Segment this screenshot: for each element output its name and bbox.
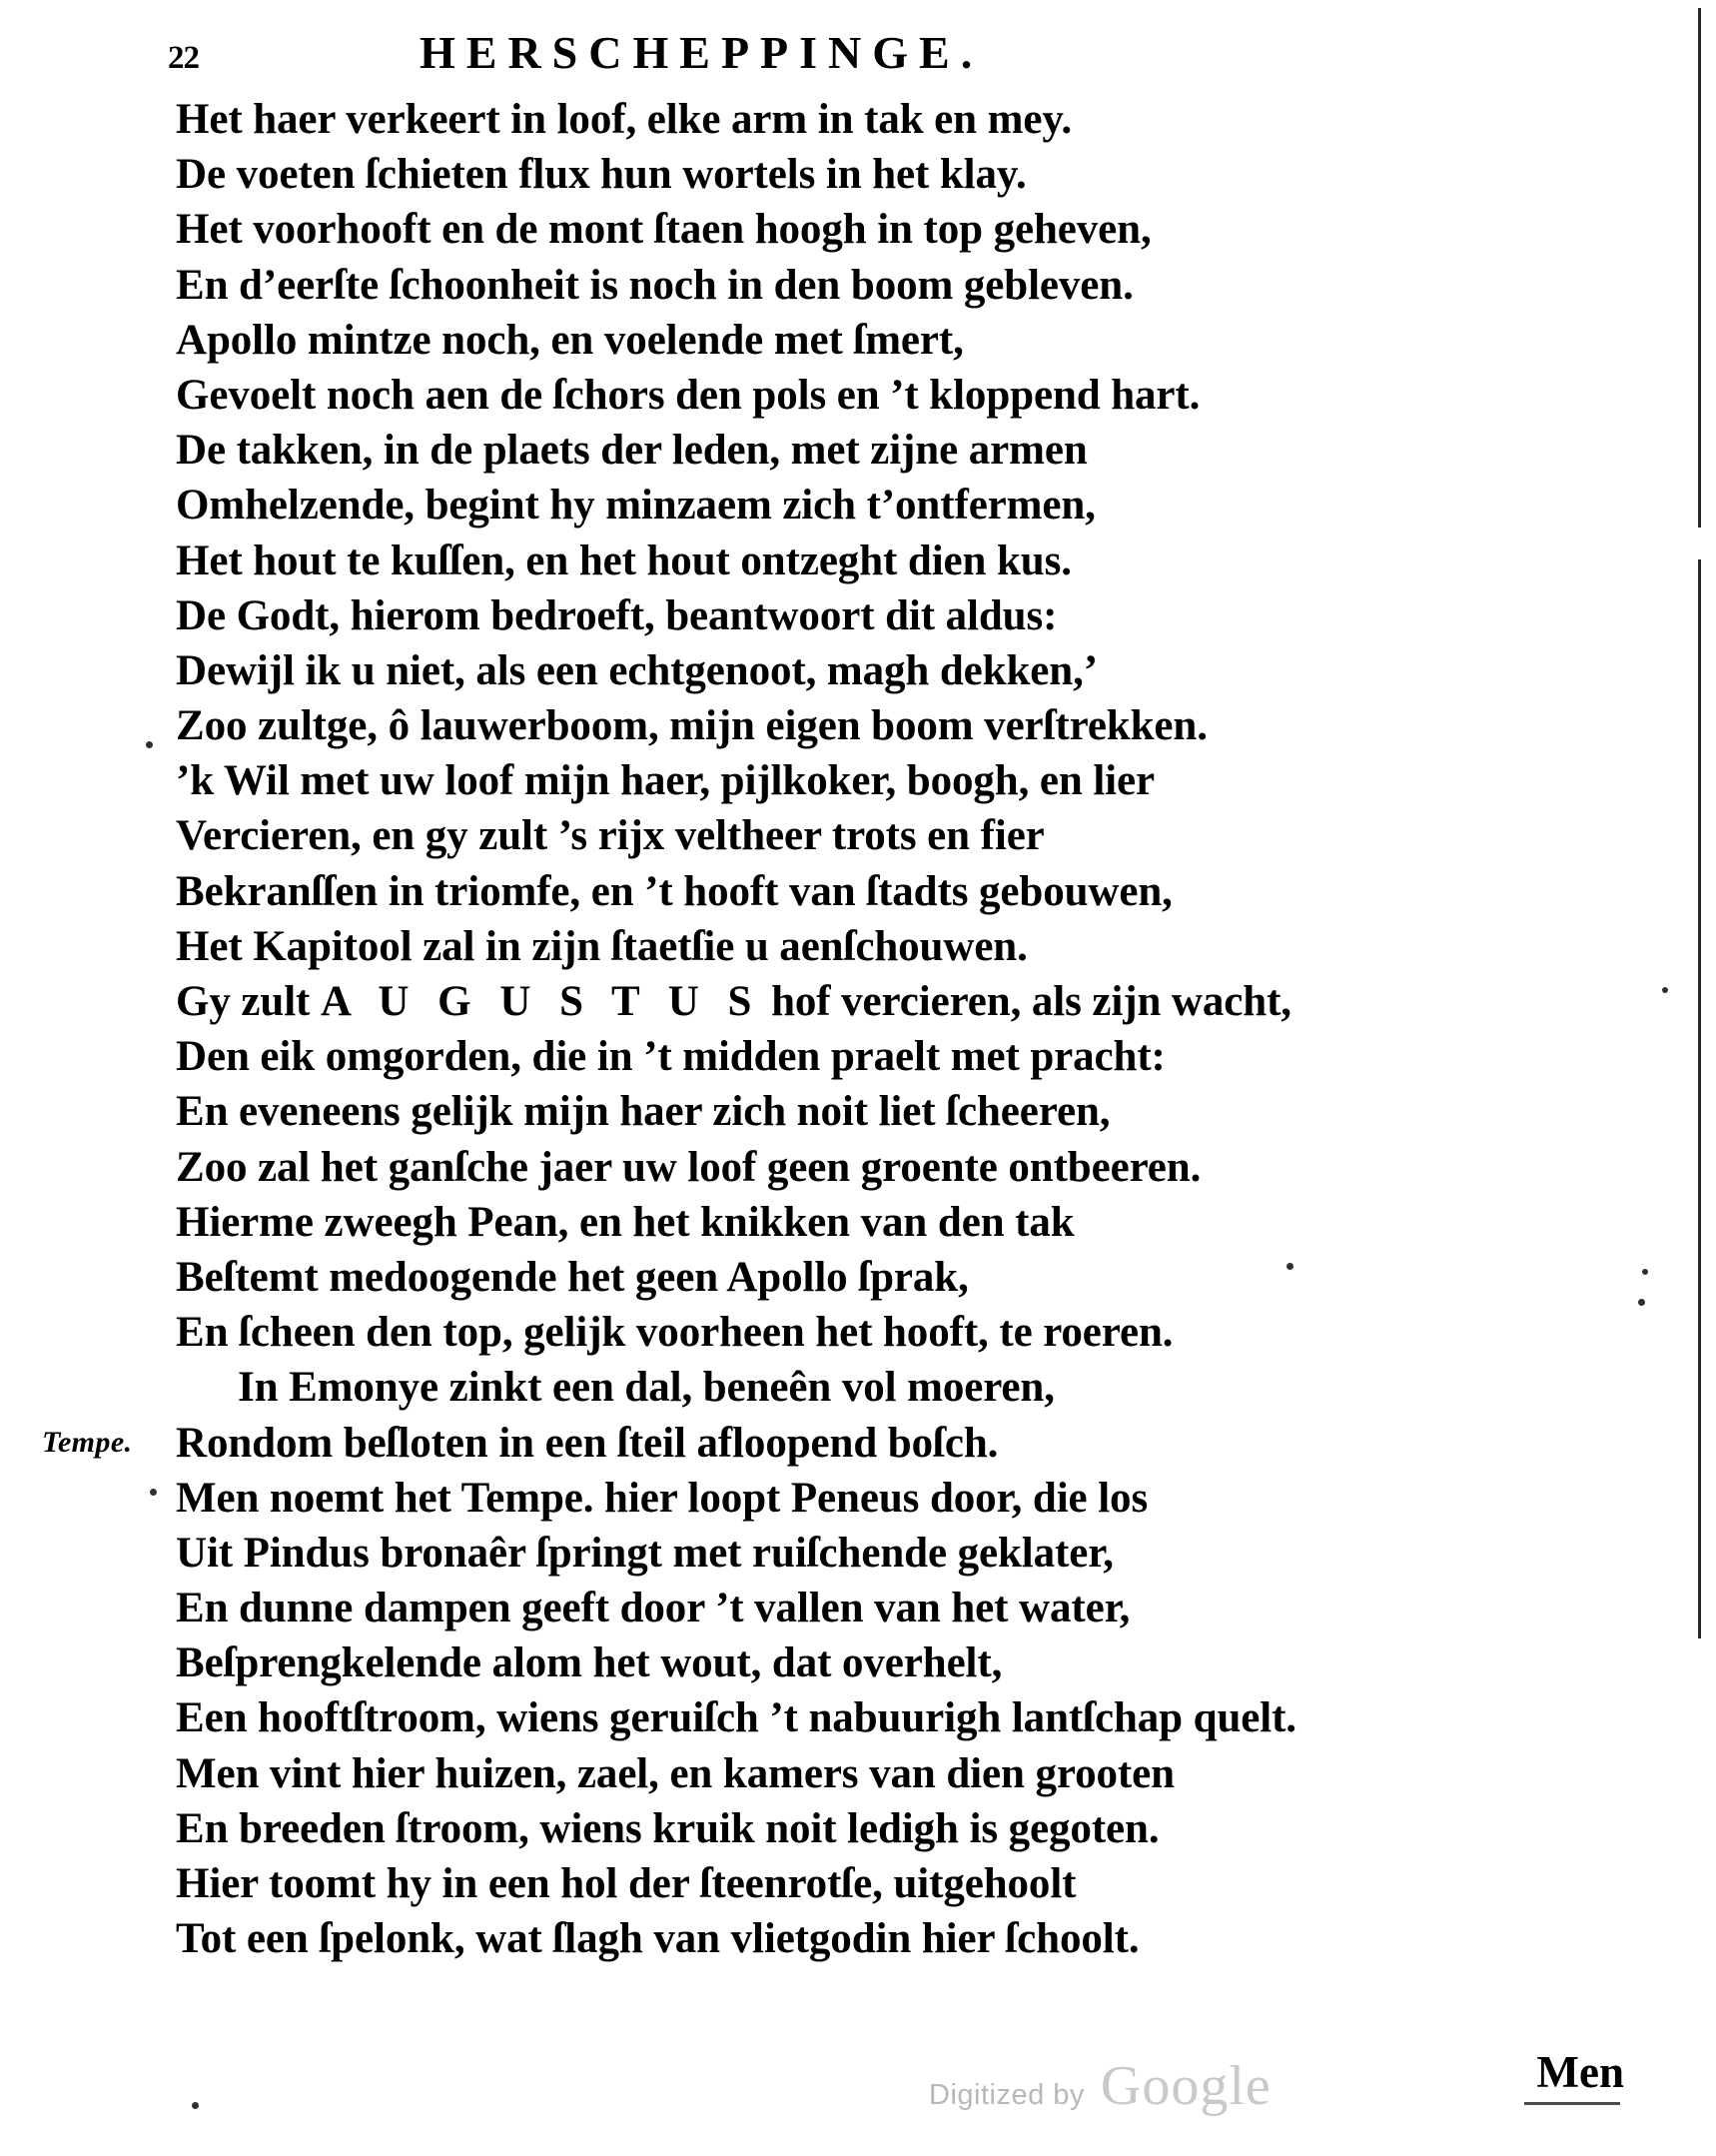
scan-speck <box>150 1489 157 1496</box>
verse-line: Het voorhooft en de mont ſtaen hoogh in top geheven, <box>176 206 1152 254</box>
verse-line: Gevoelt noch aen de ſchors den pols en ’t kloppend hart. <box>176 371 1201 419</box>
verse-line: In Emonye zinkt een dal, beneên vol moeren, <box>238 1364 1055 1412</box>
scan-speck <box>1662 987 1668 993</box>
verse-line: Hierme zweegh Pean, en het knikken van den tak <box>176 1198 1075 1246</box>
verse-line: Beſtemt medoogende het geen Apollo ſprak, <box>176 1253 969 1301</box>
watermark-brand: Google <box>1100 2055 1272 2117</box>
verse-line-tail: hof vercieren, als zijn wacht, <box>760 978 1291 1025</box>
verse-line: Het haer verkeert in loof, elke arm in tak en mey. <box>176 96 1073 143</box>
verse-line: Het Kapitool zal in zijn ſtaetſie u aenſchouwen. <box>176 922 1028 970</box>
verse-line: Uit Pindus bronaêr ſpringt met ruiſchende geklater, <box>176 1529 1114 1577</box>
verse-line: Bekranſſen in triomfe, en ’t hooft van ſtadts gebouwen, <box>176 867 1173 915</box>
scan-speck <box>1642 1269 1648 1275</box>
digitization-watermark <box>929 2054 1272 2118</box>
verse-line: Hier toomt hy in een hol der ſteenrotſe, uitgehoolt <box>176 1860 1077 1907</box>
verse-line: En d’eerſte ſchoonheit is noch in den boom gebleven. <box>176 261 1134 309</box>
verse-line: Tot een ſpelonk, wat ſlagh van vlietgodin hier ſchoolt. <box>176 1915 1140 1963</box>
catchword-rule <box>1524 2102 1620 2105</box>
verse-line: En breeden ſtroom, wiens kruik noit ledigh is gegoten. <box>176 1804 1160 1852</box>
page-edge-artifact-lower <box>1698 559 1701 1638</box>
verse-line: En eveneens gelijk mijn haer zich noit liet ſcheeren, <box>176 1088 1111 1136</box>
verse-line: Dewijl ik u niet, als een echtgenoot, magh dekken,’ <box>176 646 1098 694</box>
verse-line: En dunne dampen geeft door ’t vallen van het water, <box>176 1585 1131 1632</box>
verse-line-display-caps: A U G U S T U S <box>320 978 761 1025</box>
running-title: HERSCHEPPINGE. <box>420 27 984 78</box>
verse-line: De Godt, hierom bedroeft, beantwoort dit aldus: <box>176 591 1058 639</box>
verse-line: En ſcheen den top, gelijk voorheen het hooft, te roeren. <box>176 1309 1174 1357</box>
scan-speck <box>1638 1299 1645 1306</box>
page-number: 22 <box>168 40 199 76</box>
running-head <box>0 14 1716 78</box>
verse-line: Zoo zultge, ô lauwerboom, mijn eigen boom verſtrekken. <box>176 702 1208 750</box>
page-edge-artifact-upper <box>1698 8 1701 528</box>
margin-note-tempe: Tempe. <box>42 1426 133 1459</box>
verse-line: Men vint hier huizen, zael, en kamers van dien grooten <box>176 1749 1175 1797</box>
verse-line: Omhelzende, begint hy minzaem zich t’ontfermen, <box>176 482 1096 530</box>
verse-line: Apollo mintze noch, en voelende met ſmert, <box>176 316 964 364</box>
verse-line: Zoo zal het ganſche jaer uw loof geen groente ontbeeren. <box>176 1143 1202 1191</box>
watermark-prefix: Digitized by <box>929 2079 1085 2111</box>
verse-line: Rondom beſloten in een ſteil afloopend boſch. <box>176 1419 999 1467</box>
verse-line <box>176 974 1594 1029</box>
verse-line: ’k Wil met uw loof mijn haer, pijlkoker, boogh, en lier <box>176 757 1155 805</box>
verse-line: Beſprengkelende alom het wout, dat overhelt, <box>176 1639 1003 1687</box>
scan-speck <box>146 741 153 748</box>
verse-line: Het hout te kuſſen, en het hout ontzeght dien kus. <box>176 537 1072 584</box>
verse-block <box>176 92 1594 1966</box>
verse-line-head: Gy zult <box>176 978 321 1025</box>
scan-speck <box>1287 1263 1293 1270</box>
verse-line: De voeten ſchieten flux hun wortels in het klay. <box>176 151 1027 199</box>
scan-speck <box>192 2102 199 2109</box>
verse-line: De takken, in de plaets der leden, met zijne armen <box>176 427 1088 475</box>
catchword: Men <box>1536 2047 1624 2097</box>
verse-line: Een hooftſtroom, wiens geruiſch ’t nabuurigh lantſchap quelt. <box>176 1694 1296 1742</box>
verse-line: Vercieren, en gy zult ’s rijx veltheer trots en fier <box>176 812 1045 860</box>
verse-line: Men noemt het Tempe. hier loopt Peneus door, die los <box>176 1474 1149 1522</box>
verse-line: Den eik omgorden, die in ’t midden praelt met pracht: <box>176 1033 1166 1081</box>
